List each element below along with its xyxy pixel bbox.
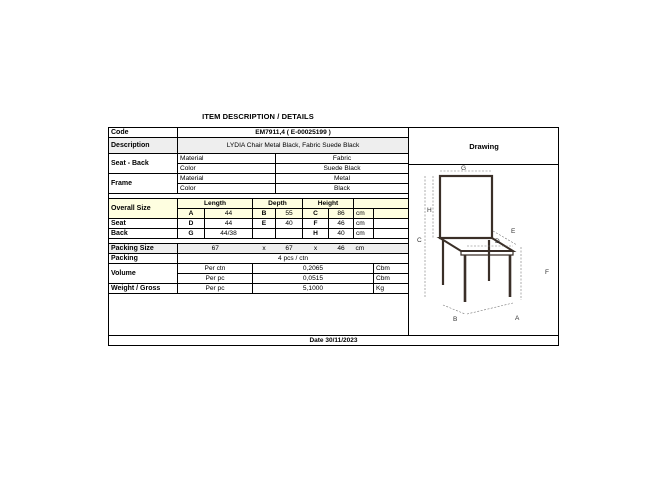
back-depth-value (276, 229, 303, 239)
overall-unit: cm (354, 209, 374, 219)
overall-size-label: Overall Size (109, 199, 178, 219)
dim-letter-h: H (427, 207, 432, 214)
chair-backrest (440, 176, 492, 238)
packing-size-label: Packing Size (109, 244, 178, 254)
overall-length-key: A (178, 209, 205, 219)
sheet-title: ITEM DESCRIPTION / DETAILS (202, 112, 314, 121)
dim-letter-a: A (515, 315, 520, 322)
weight-row (109, 284, 409, 294)
back-unit: cm (354, 229, 374, 239)
packing-size-v2: 67 (276, 244, 303, 254)
back-size-label: Back (109, 229, 178, 239)
overall-height-key: C (303, 209, 329, 219)
chair-seat (440, 238, 513, 251)
frame-material: Metal (276, 174, 409, 184)
back-height-value: 40 (329, 229, 354, 239)
dim-letter-c: C (417, 237, 422, 244)
overall-height-value: 86 (329, 209, 354, 219)
back-height-key: H (303, 229, 329, 239)
volume-per-ctn: 0,2065 (253, 264, 374, 274)
back-length-value: 44/38 (205, 229, 253, 239)
dim-letter-b: B (453, 316, 458, 323)
depth-header: Depth (253, 199, 303, 209)
back-size-row (109, 229, 409, 239)
volume-per-pc-label: Per pc (178, 274, 253, 284)
packing-size-x1: x (253, 244, 276, 254)
weight-value: 5,1000 (253, 284, 374, 294)
packing-row (109, 254, 409, 264)
seat-back-label: Seat - Back (109, 154, 178, 174)
packing-size-unit: cm (354, 244, 374, 254)
packing-size-v3: 46 (329, 244, 354, 254)
seat-length-value: 44 (205, 219, 253, 229)
dim-letter-d: D (495, 238, 500, 245)
volume-ctn-row (109, 264, 409, 274)
seat-back-material: Fabric (276, 154, 409, 164)
dim-letter-f: F (545, 269, 549, 276)
date-footer: Date 30/11/2023 (108, 335, 559, 346)
seat-unit: cm (354, 219, 374, 229)
drawing-area (408, 165, 559, 336)
dimension-header-row (109, 199, 409, 209)
frame-color-label: Color (178, 184, 276, 194)
frame-color: Black (276, 184, 409, 194)
packing-value: 4 pcs / ctn (178, 254, 409, 264)
seat-size-row (109, 219, 409, 229)
weight-unit: Kg (374, 284, 409, 294)
weight-label: Weight / Gross (109, 284, 178, 294)
packing-size-x2: x (303, 244, 329, 254)
height-header: Height (303, 199, 354, 209)
volume-per-pc: 0,0515 (253, 274, 374, 284)
packing-size-v1: 67 (178, 244, 253, 254)
seat-depth-value: 40 (276, 219, 303, 229)
description-value: LYDIA Chair Metal Black, Fabric Suede Black (178, 138, 409, 154)
frame-material-label: Material (178, 174, 276, 184)
seat-height-value: 46 (329, 219, 354, 229)
volume-ctn-unit: Cbm (374, 264, 409, 274)
overall-depth-value: 55 (276, 209, 303, 219)
dim-letter-g: G (461, 165, 467, 172)
code-row (109, 128, 409, 138)
volume-label: Volume (109, 264, 178, 284)
seat-length-key: D (178, 219, 205, 229)
weight-per-pc-label: Per pc (178, 284, 253, 294)
seat-back-material-row (109, 154, 409, 164)
back-depth-key (253, 229, 276, 239)
frame-material-row (109, 174, 409, 184)
length-header: Length (178, 199, 253, 209)
seat-size-label: Seat (109, 219, 178, 229)
seat-depth-key: E (253, 219, 276, 229)
back-length-key: G (178, 229, 205, 239)
packing-label: Packing (109, 254, 178, 264)
seat-back-color-label: Color (178, 164, 276, 174)
spec-table (108, 127, 409, 294)
seat-height-key: F (303, 219, 329, 229)
overall-length-value: 44 (205, 209, 253, 219)
seat-back-material-label: Material (178, 154, 276, 164)
code-label: Code (109, 128, 178, 138)
overall-depth-key: B (253, 209, 276, 219)
seat-back-color: Suede Black (276, 164, 409, 174)
description-row (109, 138, 409, 154)
packing-size-row (109, 244, 409, 254)
volume-per-ctn-label: Per ctn (178, 264, 253, 274)
dim-letter-e: E (511, 228, 516, 235)
frame-label: Frame (109, 174, 178, 194)
code-value: EM7911,4 ( E-00025199 ) (178, 128, 409, 138)
description-label: Description (109, 138, 178, 154)
volume-pc-unit: Cbm (374, 274, 409, 284)
drawing-header: Drawing (408, 127, 559, 165)
chair-drawing (409, 165, 559, 336)
